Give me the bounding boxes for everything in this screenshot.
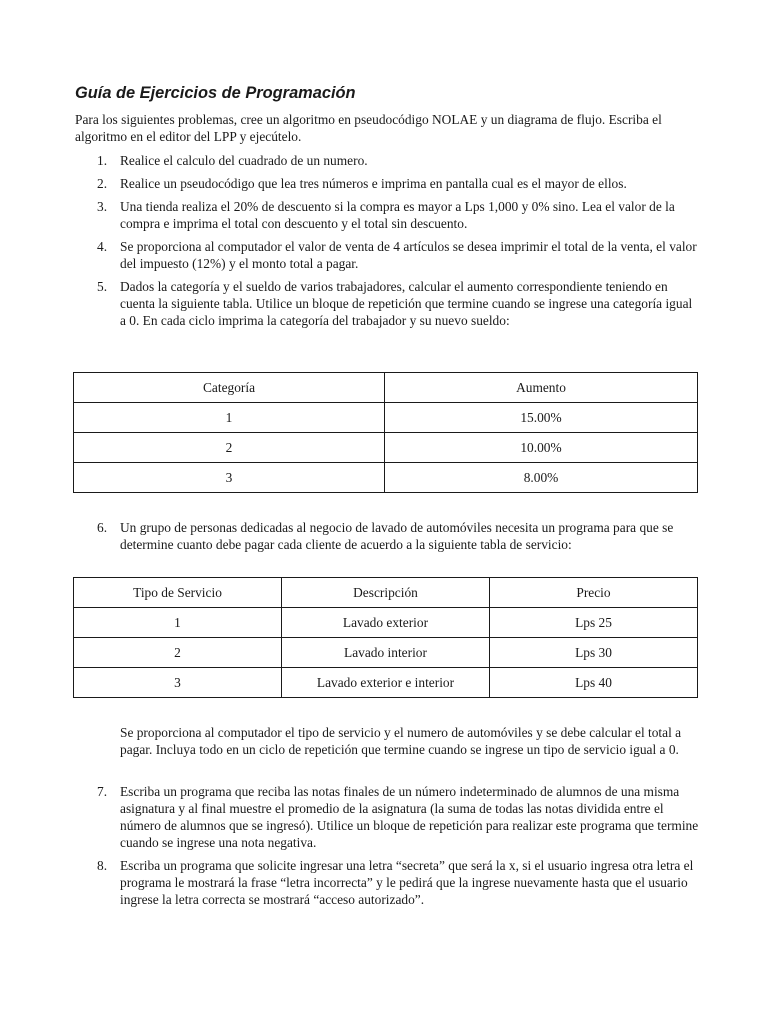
exercise-list-c: [75, 783, 700, 914]
exercise-text: Una tienda realiza el 20% de descuento si la compra es mayor a Lps 1,000 y 0% sino. Lea el valor de la compra e imprima el total con descuento y el total sin descuento.: [120, 199, 675, 231]
exercise-text: Realice un pseudocódigo que lea tres números e imprima en pantalla cual es el mayor de ellos.: [120, 176, 627, 191]
exercise-text: Escriba un programa que reciba las notas finales de un número indeterminado de alumnos de una misma asignatura y al final muestre el promedio de la asignatura (la suma de todas las notas dividida entre el número de alumnos que se ingresó). Utilice un bloque de repetición para realizar este programa que termine cuando se ingrese una nota negativa.: [120, 784, 699, 850]
exercise-list-a: [75, 152, 700, 335]
exercise-list-b: [75, 519, 700, 559]
aumento-table: [73, 372, 698, 493]
exercise-number: 7.: [97, 784, 108, 799]
servicio-table: [73, 577, 698, 698]
exercise-6-note: Se proporciona al computador el tipo de servicio y el numero de automóviles y se debe calcular el total a pagar. Incluya todo en un ciclo de repetición que termine cuando se ingrese un tipo de servicio igual a 0.: [120, 725, 682, 757]
table-row: [74, 668, 698, 698]
exercise-item: [75, 175, 700, 192]
exercise-item: [75, 519, 700, 553]
table-header-cell: Tipo de Servicio: [74, 578, 282, 608]
exercise-number: 5.: [97, 279, 108, 294]
table-cell: 2: [74, 638, 282, 668]
exercise-text: Se proporciona al computador el valor de venta de 4 artículos se desea imprimir el total de la venta, el valor del impuesto (12%) y el monto total a pagar.: [120, 239, 697, 271]
table-cell: 3: [74, 668, 282, 698]
exercise-number: 8.: [97, 858, 108, 873]
document-title: Guía de Ejercicios de Programación: [75, 84, 356, 102]
table-cell: Lavado interior: [282, 638, 490, 668]
intro-paragraph: Para los siguientes problemas, cree un algoritmo en pseudocódigo NOLAE y un diagrama de flujo. Escriba el algoritmo en el editor del LPP y ejecútelo.: [75, 112, 662, 144]
exercise-number: 4.: [97, 239, 108, 254]
table-header-cell: Descripción: [282, 578, 490, 608]
exercise-item: [75, 783, 700, 851]
table-row: [74, 638, 698, 668]
table-cell: 10.00%: [385, 433, 698, 463]
exercise-number: 2.: [97, 176, 108, 191]
exercise-text: Dados la categoría y el sueldo de varios trabajadores, calcular el aumento correspondiente teniendo en cuenta la siguiente tabla. Utilice un bloque de repetición que termine cuando se ingrese una categoría igual a 0. En cada ciclo imprima la categoría del trabajador y su nuevo sueldo:: [120, 279, 693, 328]
exercise-text: Escriba un programa que solicite ingresar una letra “secreta” que será la x, si el usuario ingresa otra letra el programa le mostrará la frase “letra incorrecta” y le pedirá que la ingrese nuevamente hasta que el usuario ingrese la letra correcta se mostrará “acceso autorizado”.: [120, 858, 694, 907]
table-cell: Lavado exterior: [282, 608, 490, 638]
exercise-number: 6.: [97, 520, 108, 535]
table-row: [74, 463, 698, 493]
table-cell: Lps 30: [490, 638, 698, 668]
table-row: [74, 403, 698, 433]
exercise-text: Realice el calculo del cuadrado de un numero.: [120, 153, 368, 168]
table-cell: 8.00%: [385, 463, 698, 493]
exercise-number: 3.: [97, 199, 108, 214]
table-row: [74, 608, 698, 638]
table-header-row: [74, 578, 698, 608]
exercise-item: [75, 278, 700, 329]
exercise-item: [75, 198, 700, 232]
table-header-cell: Precio: [490, 578, 698, 608]
table-header-cell: Aumento: [385, 373, 698, 403]
exercise-number: 1.: [97, 153, 108, 168]
table-cell: Lps 25: [490, 608, 698, 638]
table-row: [74, 433, 698, 463]
table-cell: 3: [74, 463, 385, 493]
table-cell: 1: [74, 608, 282, 638]
table-cell: Lavado exterior e interior: [282, 668, 490, 698]
exercise-item: [75, 152, 700, 169]
exercise-item: [75, 238, 700, 272]
table-header-cell: Categoría: [74, 373, 385, 403]
table-cell: 15.00%: [385, 403, 698, 433]
exercise-text: Un grupo de personas dedicadas al negocio de lavado de automóviles necesita un programa para que se determine cuanto debe pagar cada cliente de acuerdo a la siguiente tabla de servicio:: [120, 520, 674, 552]
table-header-row: [74, 373, 698, 403]
table-cell: 2: [74, 433, 385, 463]
exercise-item: [75, 857, 700, 908]
table-cell: Lps 40: [490, 668, 698, 698]
table-cell: 1: [74, 403, 385, 433]
